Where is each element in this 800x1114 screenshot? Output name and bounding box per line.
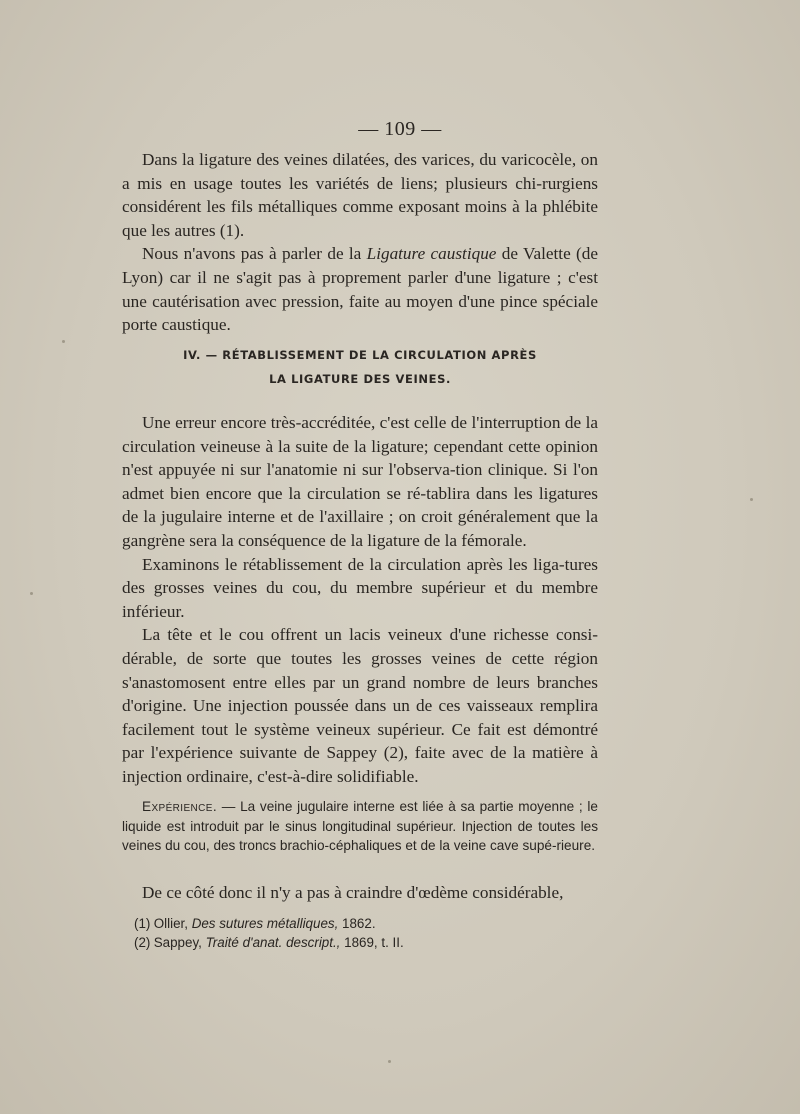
paper-speck bbox=[388, 1060, 391, 1063]
paragraph-varices-ligature: Dans la ligature des veines dilatées, des varices, du varicocèle, on a mis en usage toutes les variétés de liens; plusieurs chi-rurgiens considérent les fils métalliques comme exposant moins à la phlébite que les autres (1). bbox=[122, 150, 598, 240]
section-heading bbox=[122, 343, 598, 391]
experience-block bbox=[122, 797, 598, 856]
intro-section bbox=[122, 148, 598, 337]
paragraph-oedeme: De ce côté donc il n'y a pas à craindre d'œdème considérable, bbox=[142, 883, 564, 902]
footnote-2: (2) Sappey, Traité d'anat. descript., 1869, t. II. bbox=[134, 935, 404, 950]
paper-speck bbox=[30, 592, 33, 595]
page-number: — 109 — bbox=[358, 118, 442, 140]
paragraph-interruption-circulation: Une erreur encore très-accréditée, c'est celle de l'interruption de la circulation veineuse à la suite de la ligature; cependant cette opinion n'est appuyée ni sur l'anatomie ni sur l'observa-tion clinique. Si l'on admet bien encore que la circulation se ré-tablira dans les ligatures de la jugulaire interne et de l'axillaire ; on croit généralement que la gangrène sera la conséquence de la ligature de la fémorale. bbox=[122, 413, 598, 550]
closing-section bbox=[122, 881, 598, 905]
section-heading-line-1: IV. — RÉTABLISSEMENT DE LA CIRCULATION APRÈS bbox=[183, 348, 537, 362]
paragraph-ligature-caustique: Nous n'avons pas à parler de la Ligature caustique de Valette (de Lyon) car il ne s'agit pas à proprement parler d'une ligature ; c'est une cautérisation avec pression, faite au moyen d'une pince spéciale porte caustique. bbox=[122, 244, 598, 335]
paragraph-tete-cou: La tête et le cou offrent un lacis veineux d'une richesse consi-dérable, de sorte que toutes les grosses veines de cette région s'anastomosent entre elles par un grand nombre de leurs branches d'origine. Une injection poussée dans un de ces vaisseaux remplira facilement tout le système veineux supérieur. Ce fait est démontré par l'expérience suivante de Sappey (2), faite avec de la matière à injection ordinaire, c'est-à-dire solidifiable. bbox=[122, 625, 598, 786]
paper-speck bbox=[750, 498, 753, 501]
experience-label: Expérience. bbox=[142, 799, 218, 814]
footnotes bbox=[122, 914, 598, 952]
experience-note: Expérience. — La veine jugulaire interne est liée à sa partie moyenne ; le liquide est introduit par le sinus longitudinal supérieur. Injection de toutes les veines du cou, des troncs brachio-céphaliques et de la veine cave supé-rieure. bbox=[122, 799, 598, 853]
footnote-1: (1) Ollier, Des sutures métalliques, 1862. bbox=[134, 916, 376, 931]
paragraph-examinons: Examinons le rétablissement de la circulation après les liga-tures des grosses veines du cou, du membre supérieur et du membre inférieur. bbox=[122, 554, 598, 621]
section-heading-line-2: LA LIGATURE DES VEINES. bbox=[269, 372, 451, 386]
term-ligature-caustique: Ligature caustique bbox=[366, 244, 497, 264]
paper-speck bbox=[62, 340, 65, 343]
body-section bbox=[122, 411, 598, 789]
